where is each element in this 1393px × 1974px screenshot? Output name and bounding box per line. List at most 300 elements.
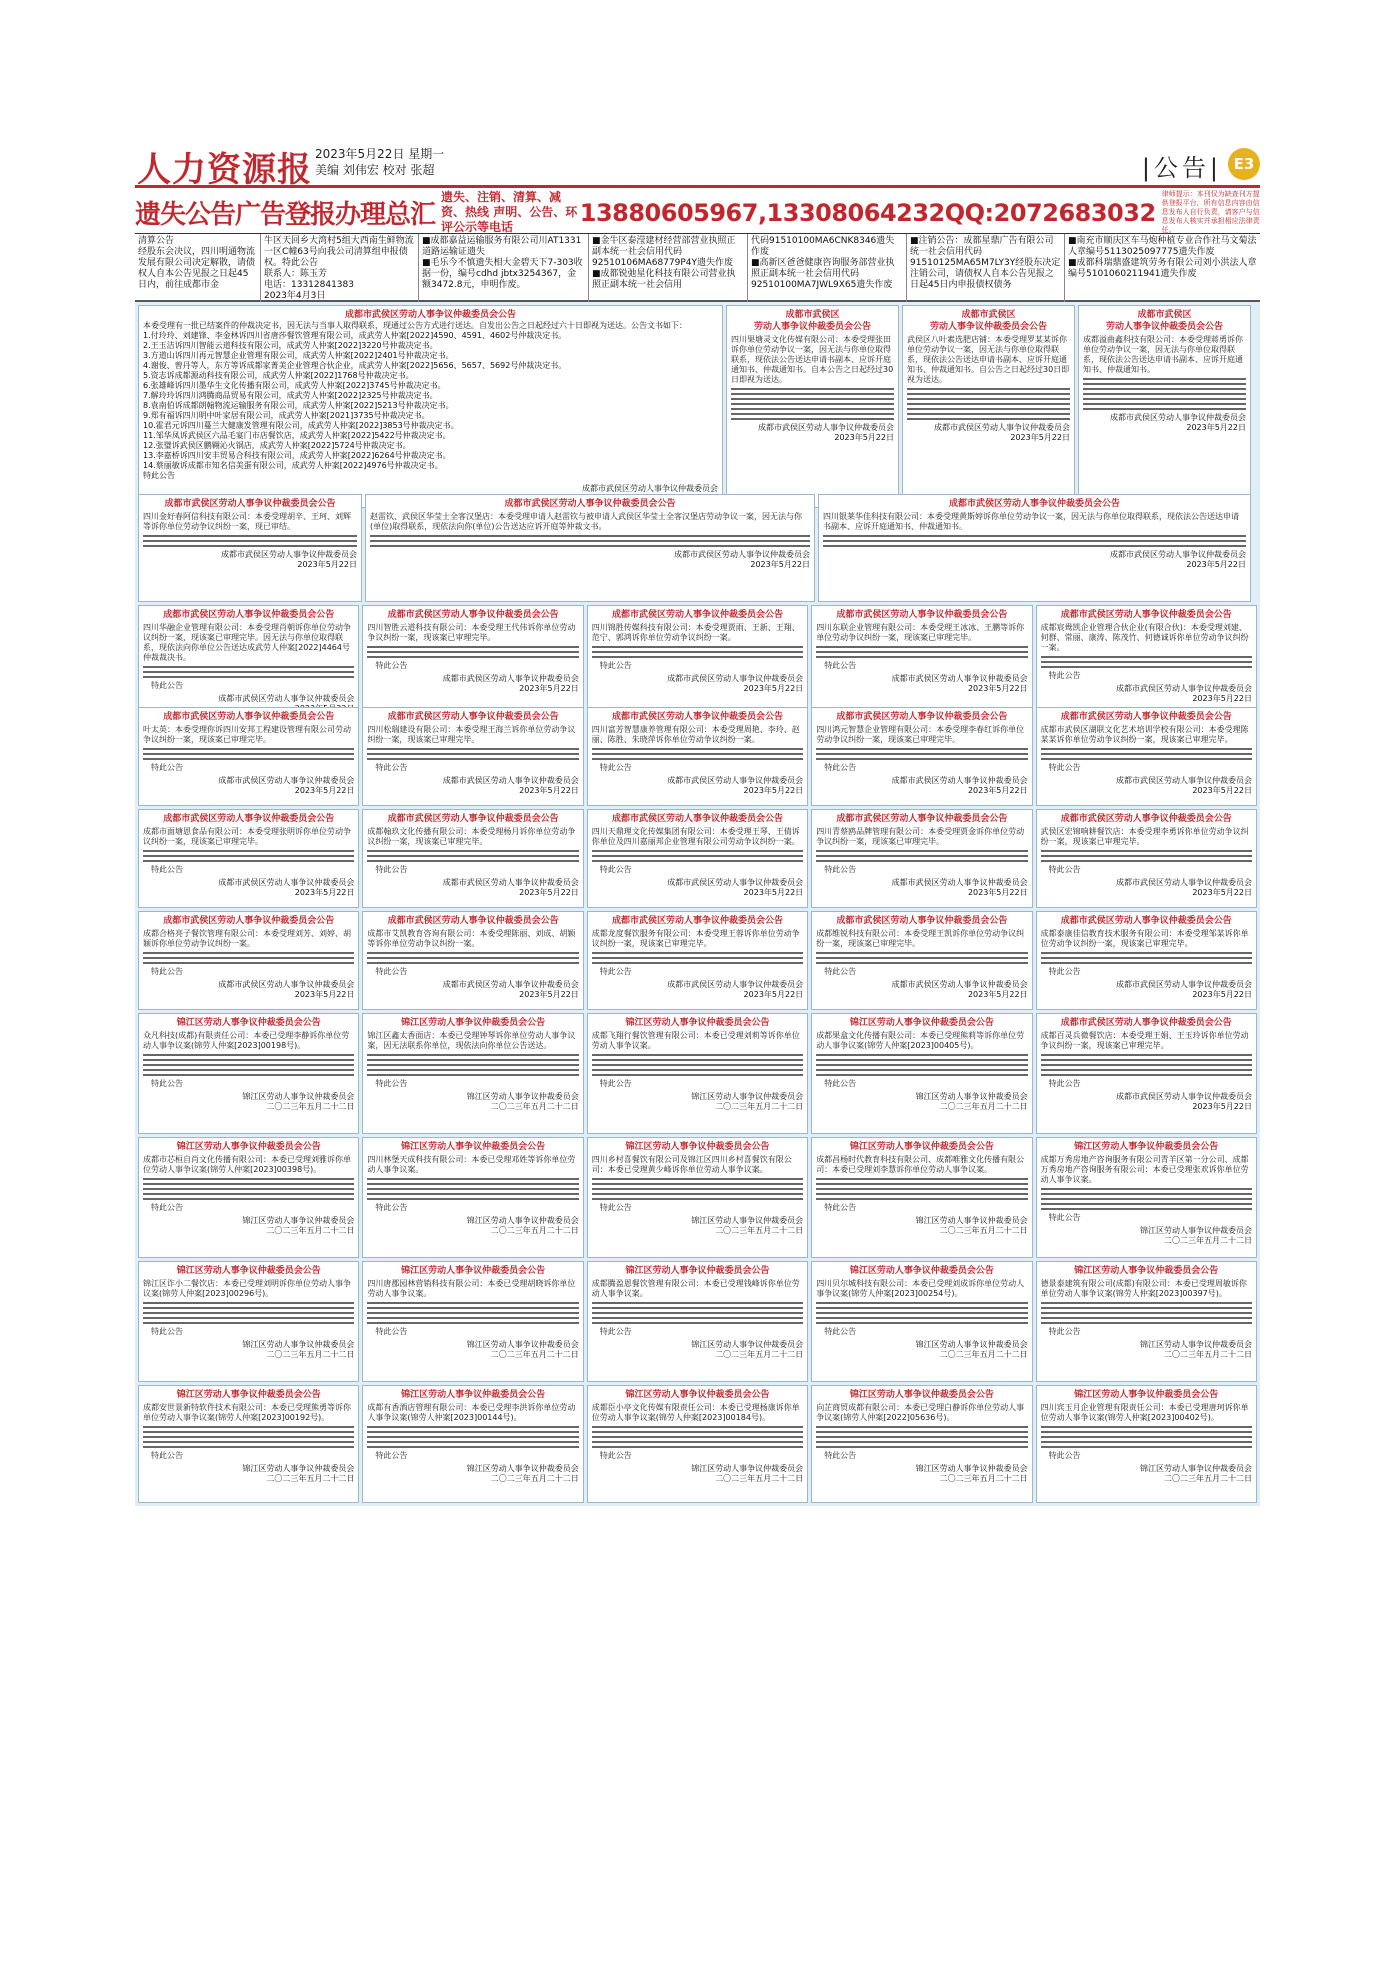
notice-heading: 成都市武侯区劳动人事争议仲裁委员会公告 <box>1060 712 1232 722</box>
notice-date: 2023年5月22日 <box>750 560 810 569</box>
notice-closing: 特此公告 <box>824 865 857 874</box>
notice-signature: 成都市武侯区劳动人事争议仲裁委员会 <box>667 878 804 887</box>
notice-box <box>587 1385 808 1503</box>
notice-closing: 特此公告 <box>1048 1327 1081 1336</box>
notice-signature: 成都市武侯区劳动人事争议仲裁委员会 <box>1115 1092 1252 1101</box>
notice-date: 二〇二三年五月二十二日 <box>715 1226 804 1235</box>
notice-closing: 特此公告 <box>599 1079 632 1088</box>
notice-closing: 特此公告 <box>375 661 408 670</box>
notice-date: 二〇二三年五月二十二日 <box>266 1226 355 1235</box>
notice-closing: 特此公告 <box>599 1327 632 1336</box>
notice-body: 成都有香酒店管理有限公司：本委已受理李洪诉你单位劳动人事争议案(锦劳人仲案[2023]00144号)。 <box>367 1403 576 1422</box>
notice-signature: 锦江区劳动人事争议仲裁委员会 <box>466 1092 579 1101</box>
notice-text-lines <box>367 1302 578 1324</box>
notice-heading: 锦江区劳动人事争议仲裁委员会公告 <box>401 1018 546 1028</box>
dateline <box>315 146 444 178</box>
notice-date: 2023年5月22日 <box>1186 423 1246 432</box>
notice-date: 2023年5月22日 <box>743 888 804 897</box>
notice-box <box>1078 305 1251 508</box>
notice-body-line: 8.袁南伯诉成都朗翰物流运输服务有限公司，成武劳人仲案[2022]5213号仲裁决定书。 <box>143 401 454 410</box>
notice-heading: 锦江区劳动人事争议仲裁委员会公告 <box>625 1142 770 1152</box>
notice-heading: 成都市武侯区劳动人事争议仲裁委员会公告 <box>948 499 1120 509</box>
notice-box <box>138 707 359 806</box>
notice-body: 叶太英：本委受理你诉四川安邦工程建设管理有限公司劳动争议纠纷一案，现该案已审理完毕。 <box>143 725 351 744</box>
notice-signature: 成都市武侯区劳动人事争议仲裁委员会 <box>1115 776 1252 785</box>
notice-body: 成都万秀房地产咨询服务有限公司青羊区第一分公司、成都万秀房地产咨询服务有限公司：本委已受理张欢诉你单位劳动人事争议案。 <box>1040 1155 1249 1184</box>
banner-title: 遗失公告广告登报办理总汇 <box>135 200 436 230</box>
banner-legal-note: 律师提示：本刊仅为缺查刊方提供登报平台，所有信息内容由信息发布人自行负责，请客户与信息发布人核实并承担相应法律责任。 <box>1161 190 1260 234</box>
notice-box <box>362 1385 583 1503</box>
notice-heading: 锦江区劳动人事争议仲裁委员会公告 <box>176 1266 321 1276</box>
notice-box <box>587 707 808 806</box>
notice-date: 2023年5月22日 <box>967 990 1028 999</box>
notice-signature: 锦江区劳动人事争议仲裁委员会 <box>242 1216 355 1225</box>
notice-closing: 特此公告 <box>151 763 183 772</box>
notice-body-line: 特此公告 <box>143 471 175 480</box>
notice-body: 四川东联企业管理有限公司：本委受理王冰冰、王鹏等诉你单位劳动争议纠纷一案，现该案已审理完毕。 <box>816 623 1025 642</box>
notice-text-lines <box>1041 656 1252 668</box>
notice-date: 二〇二三年五月二十二日 <box>715 1350 804 1359</box>
notice-box <box>811 1013 1032 1134</box>
notice-signature: 锦江区劳动人事争议仲裁委员会 <box>466 1464 579 1473</box>
notice-box <box>811 605 1032 718</box>
notice-signature: 成都市武侯区劳动人事争议仲裁委员会 <box>221 550 357 559</box>
notice-signature: 成都市武侯区劳动人事争议仲裁委员会 <box>582 484 718 493</box>
notice-heading: 成都市武侯区劳动人事争议仲裁委员会公告 <box>1060 1018 1232 1028</box>
notice-heading: 成都市武侯区劳动人事争议仲裁委员会公告 <box>504 499 676 509</box>
notice-heading: 成都市武侯区 <box>961 310 1016 320</box>
notice-signature: 成都市武侯区劳动人事争议仲裁委员会 <box>1110 413 1246 422</box>
notice-heading: 成都市武侯区 <box>1137 310 1192 320</box>
notice-text-lines <box>592 1302 803 1324</box>
notice-box <box>1036 911 1257 1010</box>
notice-text-lines <box>370 535 810 547</box>
notice-date: 2023年5月22日 <box>519 990 579 999</box>
notice-heading: 锦江区劳动人事争议仲裁委员会公告 <box>625 1018 770 1028</box>
notice-body: 成都宸鸯凯企业管理合伙企业(有限合伙)：本委受理刘建、何群、常丽、康涛、陈茂竹、何德诚诉你单位劳动争议纠纷一案。 <box>1040 623 1249 652</box>
notice-signature: 锦江区劳动人事争议仲裁委员会 <box>1139 1464 1252 1473</box>
notice-row <box>135 1382 1260 1506</box>
masthead <box>135 140 1260 188</box>
notice-box <box>362 1261 583 1382</box>
notice-date: 2023年5月22日 <box>1186 560 1246 569</box>
notice-heading: 锦江区劳动人事争议仲裁委员会公告 <box>176 1390 321 1400</box>
classifieds-row <box>135 234 1260 302</box>
notice-box <box>726 305 899 508</box>
notice-box <box>362 707 583 806</box>
notice-body-line: 7.解玲玲诉四川鸿腾商品贸易有限公司，成武劳人仲案[2022]2325号仲裁决定书。 <box>143 391 438 400</box>
notice-text-lines <box>1041 850 1252 862</box>
notice-box <box>365 494 815 602</box>
notice-date: 二〇二三年五月二十二日 <box>939 1474 1028 1483</box>
notice-closing: 特此公告 <box>1048 1213 1081 1222</box>
notice-box <box>587 911 808 1010</box>
notice-text-lines <box>816 748 1027 760</box>
notice-box <box>1036 1261 1257 1382</box>
notice-text-lines <box>592 952 803 964</box>
notice-box <box>362 1137 583 1258</box>
notice-heading: 成都市武侯区劳动人事争议仲裁委员会公告 <box>1060 916 1232 926</box>
notice-text-lines <box>143 1054 354 1076</box>
notice-box <box>1036 605 1257 718</box>
notice-closing: 特此公告 <box>375 967 408 976</box>
notice-heading: 锦江区劳动人事争议仲裁委员会公告 <box>176 1018 321 1028</box>
section-title: |公告| <box>1141 154 1222 182</box>
notice-box <box>1036 1137 1257 1258</box>
notice-heading: 成都市武侯区劳动人事争议仲裁委员会公告 <box>611 712 783 722</box>
notice-box <box>138 605 359 718</box>
notice-text-lines <box>816 646 1027 658</box>
notice-heading: 锦江区劳动人事争议仲裁委员会公告 <box>1074 1142 1219 1152</box>
notice-closing: 特此公告 <box>599 967 632 976</box>
banner-subtitle: 遗失、注销、清算、减资、热线 声明、公告、环评公示等电话 <box>441 190 578 234</box>
notice-text-lines <box>143 1302 354 1324</box>
notice-body-line: 13.李嘉桥诉四川安丰贸易合科技有限公司，成武劳人仲案[2022]6264号仲裁决定书。 <box>143 451 451 460</box>
notice-body: 成都臣小亭文化传媒有限责任公司：本委已受理杨康诉你单位劳动人事争议案(锦劳人仲案[2023]00184号)。 <box>591 1403 800 1422</box>
notice-text-lines <box>816 850 1027 862</box>
notice-date: 二〇二三年五月二十二日 <box>490 1474 579 1483</box>
notice-date: 二〇二三年五月二十二日 <box>1163 1474 1252 1483</box>
notice-body: 德景泰建筑有限公司(成都)有限公司：本委已受理周敏诉你单位劳动人事争议案(锦劳人仲案[2023]00397号)。 <box>1040 1279 1247 1298</box>
notice-text-lines <box>1041 1054 1252 1076</box>
notice-date: 2023年5月22日 <box>519 786 579 795</box>
notice-box <box>138 911 359 1010</box>
notice-date: 二〇二三年五月二十二日 <box>1163 1236 1252 1245</box>
notice-text-lines <box>143 1426 354 1448</box>
notice-heading: 锦江区劳动人事争议仲裁委员会公告 <box>625 1390 770 1400</box>
notice-date: 2023年5月22日 <box>743 990 804 999</box>
notice-text-lines <box>592 646 803 658</box>
notice-body-line: 14.蔡丽敏诉成都市知名信美蛋有限公司，成武劳人仲案[2022]4976号仲裁决定书。 <box>143 461 443 470</box>
notice-date: 2023年5月22日 <box>743 786 804 795</box>
notice-text-lines <box>1083 378 1246 410</box>
notice-text-lines <box>367 952 578 964</box>
notice-date: 2023年5月22日 <box>1010 433 1070 442</box>
notice-text-lines <box>816 952 1027 964</box>
newspaper-page <box>135 140 1260 1506</box>
notice-box <box>362 911 583 1010</box>
notice-date: 2023年5月22日 <box>967 786 1028 795</box>
classified-item: ■成都嘉益运输服务有限公司川AT1331道路运输证遗失 ■毛乐今不慎遗失相大金碧天下7-303收据一份，编号cdhd jbtx3254367，金额3472.8元，申明作废。 <box>419 234 589 304</box>
notice-body: 成都龙度餐饮服务有限公司：本委受理王蓉诉你单位劳动争议纠纷一案，现该案已审理完毕。 <box>591 929 800 948</box>
notice-closing: 特此公告 <box>599 661 632 670</box>
notice-date: 二〇二三年五月二十二日 <box>939 1102 1028 1111</box>
notice-closing: 特此公告 <box>151 1451 183 1460</box>
notice-box <box>1036 1013 1257 1134</box>
notice-date: 2023年5月22日 <box>967 684 1028 693</box>
notice-box <box>818 494 1251 602</box>
notice-body-line: 4.谢俊、曾丹等人，东方等诉成都家菁美企业管理合伙企业，成武劳人仲案[2022]5656、5657、5692号仲裁决定书。 <box>143 361 567 370</box>
notice-body-line: 2.王玉洁诉四川智能云道科技有限公司，成武劳人仲案[2022]3220号仲裁决定书。 <box>143 341 438 350</box>
notice-box <box>587 1013 808 1134</box>
notice-heading: 成都市武侯区劳动人事争议仲裁委员会公告 <box>163 610 335 620</box>
notice-body-line: 1.付玲玲、刘建锋、李金林诉四川省唐莎餐饮管理有限公司，成武劳人仲案[2022]4590、4591、4602号仲裁决定书。 <box>143 331 567 340</box>
notice-body: 成都果盒文化传播有限公司：本委已受理熊莉等诉你单位劳动人事争议案(锦劳人仲案[2023]00405号)。 <box>816 1031 1025 1050</box>
notice-body: 成都飞翔行餐饮管理有限公司：本委已受理刘莉等诉你单位劳动人事争议案。 <box>591 1031 800 1050</box>
notice-heading: 锦江区劳动人事争议仲裁委员会公告 <box>625 1266 770 1276</box>
page-number-badge: E3 <box>1228 148 1260 180</box>
notice-closing: 特此公告 <box>151 967 183 976</box>
notice-heading: 成都市武侯区劳动人事争议仲裁委员会公告 <box>836 916 1008 926</box>
notice-box <box>362 809 583 908</box>
notice-date: 2023年5月22日 <box>1192 990 1252 999</box>
notice-body: 四川智胜云道科技有限公司：本委受理王代伟诉你单位劳动争议纠纷一案，现该案已审理完毕。 <box>367 623 576 642</box>
notice-body: 四川乡村喜餐饮有限公司及锦江区四川乡村喜餐饮有限公司：本委已受理黄少峰诉你单位劳动人事争议案。 <box>591 1155 792 1174</box>
notice-date: 2023年5月22日 <box>1192 888 1252 897</box>
notice-body: 成都安世景新特软件技术有限公司：本委已受理熊勇等诉你单位劳动人事争议案(锦劳人仲案[2023]00192号)。 <box>143 1403 351 1422</box>
notice-signature: 锦江区劳动人事争议仲裁委员会 <box>915 1464 1028 1473</box>
notice-signature: 锦江区劳动人事争议仲裁委员会 <box>242 1464 355 1473</box>
notice-body-line: 3.方道山诉四川再元智慧企业管理有限公司，成武劳人仲案[2022]2401号仲裁决定书。 <box>143 351 454 360</box>
notice-signature: 成都市武侯区劳动人事争议仲裁委员会 <box>218 878 355 887</box>
notice-heading: 锦江区劳动人事争议仲裁委员会公告 <box>849 1142 994 1152</box>
notice-date: 二〇二三年五月二十二日 <box>715 1102 804 1111</box>
notice-date: 2023年5月22日 <box>294 990 355 999</box>
notice-date: 2023年5月22日 <box>1192 1102 1252 1111</box>
notice-closing: 特此公告 <box>824 1327 857 1336</box>
notice-body: 成都腾盈恩餐饮管理有限公司：本委已受理钱峰诉你单位劳动人事争议案。 <box>591 1279 800 1298</box>
notice-heading: 成都市武侯区劳动人事争议仲裁委员会公告 <box>611 814 783 824</box>
notice-date: 二〇二三年五月二十二日 <box>266 1102 355 1111</box>
notice-row <box>135 1258 1260 1382</box>
notice-box <box>138 1385 359 1503</box>
notice-heading: 成都市武侯区劳动人事争议仲裁委员会公告 <box>1060 814 1232 824</box>
notice-heading: 劳动人事争议仲裁委员会公告 <box>929 322 1047 332</box>
classified-item: 清算公告 经股东会决议，四川明通物流发展有限公司决定解散，请债权人自本公告见报之日起45日内，前往成都市金 <box>135 234 261 304</box>
newspaper-logo: 人力资源报 <box>137 150 312 190</box>
notice-signature: 锦江区劳动人事争议仲裁委员会 <box>466 1340 579 1349</box>
notice-signature: 成都市武侯区劳动人事争议仲裁委员会 <box>667 776 804 785</box>
notice-box <box>138 809 359 908</box>
notice-body-line: 11.邹华凤诉武侯区六品毛宴门市店餐饮店，成武劳人仲案[2022]5422号仲裁决定书。 <box>143 431 451 440</box>
notice-body: 众凡科技(成都)有限责任公司：本委已受理李静诉你单位劳动人事争议案(锦劳人仲案[2023]00198号)。 <box>143 1031 350 1050</box>
notice-heading: 成都市武侯区劳动人事争议仲裁委员会公告 <box>611 916 783 926</box>
notice-body: 成都市面塘恩食品有限公司：本委受理张明诉你单位劳动争议纠纷一案，现该案已审理完毕。 <box>143 827 351 846</box>
notice-text-lines <box>823 535 1246 547</box>
notice-closing: 特此公告 <box>151 865 183 874</box>
notice-text-lines <box>143 1178 354 1200</box>
notice-text-lines <box>816 1426 1027 1448</box>
notice-closing: 特此公告 <box>824 1451 857 1460</box>
notice-body: 四川松瑞建设有限公司：本委受理王海兰诉你单位劳动争议纠纷一案，现该案已审理完毕。 <box>367 725 576 744</box>
notice-body: 成都溢曲鑫科技有限公司：本委受理蒋勇诉你单位劳动争议一案，因无法与你单位取得联系，现依法公告送达申请书副本、应诉开庭通知书、仲裁通知书。 <box>1083 335 1243 374</box>
notice-signature: 锦江区劳动人事争议仲裁委员会 <box>242 1092 355 1101</box>
notice-heading: 劳动人事争议仲裁委员会公告 <box>1105 322 1223 332</box>
notice-closing: 特此公告 <box>1048 763 1081 772</box>
notice-box <box>1036 1385 1257 1503</box>
notice-heading: 锦江区劳动人事争议仲裁委员会公告 <box>176 1142 321 1152</box>
notice-box <box>138 1013 359 1134</box>
notice-box <box>587 1261 808 1382</box>
notice-closing: 特此公告 <box>375 1451 408 1460</box>
notice-date: 二〇二三年五月二十二日 <box>939 1350 1028 1359</box>
notice-text-lines <box>143 535 357 547</box>
notice-date: 2023年5月22日 <box>1192 786 1252 795</box>
notice-text-lines <box>816 1178 1027 1200</box>
notice-text-lines <box>1041 1302 1252 1324</box>
notice-signature: 锦江区劳动人事争议仲裁委员会 <box>691 1216 804 1225</box>
notices-area <box>135 302 1260 1506</box>
notice-text-lines <box>907 388 1070 420</box>
notice-date: 二〇二三年五月二十二日 <box>490 1226 579 1235</box>
notice-box <box>587 605 808 718</box>
notice-text-lines <box>816 1054 1027 1076</box>
notice-row <box>135 602 1260 704</box>
notice-closing: 特此公告 <box>1048 1079 1081 1088</box>
notice-heading: 成都市武侯区劳动人事争议仲裁委员会公告 <box>387 916 559 926</box>
notice-text-lines <box>592 1054 803 1076</box>
notice-date: 二〇二三年五月二十二日 <box>490 1102 579 1111</box>
notice-text-lines <box>592 748 803 760</box>
notice-body: 四川唐郡园林营销科技有限公司：本委已受理胡晓诉你单位劳动人事争议案。 <box>367 1279 576 1298</box>
notice-text-lines <box>1041 1426 1252 1448</box>
notice-date: 2023年5月22日 <box>519 684 579 693</box>
notice-body-line: 10.霍君元诉四川蔓兰大健康发管理有限公司，成武劳人仲案[2022]3853号仲裁决定书。 <box>143 421 459 430</box>
notice-closing: 特此公告 <box>375 763 408 772</box>
notice-box <box>587 1137 808 1258</box>
notice-signature: 成都市武侯区劳动人事争议仲裁委员会 <box>218 694 355 703</box>
notice-date: 2023年5月22日 <box>1192 694 1252 703</box>
notice-closing: 特此公告 <box>824 967 857 976</box>
notice-heading: 成都市武侯区劳动人事争议仲裁委员会公告 <box>387 814 559 824</box>
notice-closing: 特此公告 <box>824 763 857 772</box>
notice-heading: 锦江区劳动人事争议仲裁委员会公告 <box>849 1018 994 1028</box>
notice-heading: 成都市武侯区劳动人事争议仲裁委员会公告 <box>163 712 335 722</box>
notice-signature: 锦江区劳动人事争议仲裁委员会 <box>915 1092 1028 1101</box>
classified-item: 牛区天回乡大湾村5组大西南生鲜物流一区C幢63号向我公司清算组申报债权。特此公告 联系人：陈玉芳 电话：13312841383 2023年4月3日 <box>261 234 419 304</box>
notice-signature: 锦江区劳动人事争议仲裁委员会 <box>242 1340 355 1349</box>
notice-text-lines <box>367 646 578 658</box>
notice-box <box>362 1013 583 1134</box>
notice-signature: 成都市武侯区劳动人事争议仲裁委员会 <box>891 878 1028 887</box>
notice-signature: 成都市武侯区劳动人事争议仲裁委员会 <box>218 776 355 785</box>
notice-signature: 锦江区劳动人事争议仲裁委员会 <box>691 1464 804 1473</box>
notice-body: 成都泰康佳信教育技术服务有限公司：本委受理邹某诉你单位劳动争议纠纷一案，现该案已审理完毕。 <box>1040 929 1249 948</box>
notice-date: 二〇二三年五月二十二日 <box>939 1226 1028 1235</box>
notice-signature: 成都市武侯区劳动人事争议仲裁委员会 <box>758 423 894 432</box>
notice-heading: 成都市武侯区劳动人事争议仲裁委员会公告 <box>836 814 1008 824</box>
notice-date: 二〇二三年五月二十二日 <box>490 1350 579 1359</box>
notice-date: 2023年5月22日 <box>834 433 894 442</box>
notice-box <box>1036 809 1257 908</box>
notice-text-lines <box>367 850 578 862</box>
notice-signature: 锦江区劳动人事争议仲裁委员会 <box>1139 1226 1252 1235</box>
notice-signature: 锦江区劳动人事争议仲裁委员会 <box>915 1216 1028 1225</box>
notice-body: 向芷商贸成都有限公司：本委已受理白静诉你单位劳动人事争议案(锦劳人仲案[2022]05636号)。 <box>816 1403 1025 1422</box>
notice-heading: 成都市武侯区 <box>785 310 840 320</box>
notice-signature: 成都市武侯区劳动人事争议仲裁委员会 <box>1110 550 1246 559</box>
notice-body: 四川金好春阿信科技有限公司：本委受理胡辛、王珂、刘辉等诉你单位劳动争议纠纷一案，现已审结。 <box>143 512 351 531</box>
notice-text-lines <box>367 1426 578 1448</box>
notice-body: 四川锦胜传媒科技有限公司：本委受理贾雨、王新、王翔、范宁、郭鸿诉你单位劳动争议纠纷一案。 <box>591 623 800 642</box>
notice-body: 成都合格亮子餐饮管理有限公司：本委受理刘芳、刘婷、胡颖诉你单位劳动争议纠纷一案。 <box>143 929 351 948</box>
notice-body: 成都昌杨时代教育科技有限公司、成都唯雅文化传播有限公司：本委已受理刘李慧诉你单位劳动人事争议案。 <box>816 1155 1025 1174</box>
notice-heading: 成都市武侯区劳动人事争议仲裁委员会公告 <box>387 712 559 722</box>
notice-closing: 特此公告 <box>824 1079 857 1088</box>
notice-heading: 成都市武侯区劳动人事争议仲裁委员会公告 <box>836 712 1008 722</box>
notice-text-lines <box>367 748 578 760</box>
notice-row <box>135 704 1260 806</box>
notice-box <box>811 1385 1032 1503</box>
notice-text-lines <box>143 952 354 964</box>
notice-text-lines <box>816 1302 1027 1324</box>
notice-text-lines <box>367 1054 578 1076</box>
notice-row <box>135 1134 1260 1258</box>
notice-body: 四川贝尔城科技有限公司：本委已受理刘成诉你单位劳动人事争议案(锦劳人仲案[2023]00254号)。 <box>816 1279 1025 1298</box>
notice-body: 四川宾玉月企业管理有限责任公司：本委已受理唐珂诉你单位劳动人事争议案(锦劳人仲案[2023]00402号)。 <box>1040 1403 1249 1422</box>
notice-body: 四川鸿元智慧企业管理有限公司：本委受理李春红诉你单位劳动争议纠纷一案，现该案已审理完毕。 <box>816 725 1025 744</box>
notice-date: 2023年5月22日 <box>743 684 804 693</box>
notice-box <box>811 911 1032 1010</box>
notice-box <box>138 1137 359 1258</box>
notice-date: 2023年5月22日 <box>297 560 357 569</box>
notice-closing: 特此公告 <box>151 1327 183 1336</box>
notice-grid <box>135 602 1260 1506</box>
notice-date: 二〇二三年五月二十二日 <box>1163 1350 1252 1359</box>
notice-heading: 锦江区劳动人事争议仲裁委员会公告 <box>1074 1266 1219 1276</box>
notice-body: 四川青蔡鸥品牌管理有限公司：本委受理贾金诉你单位劳动争议纠纷一案，现该案已审理完毕。 <box>816 827 1025 846</box>
notice-row <box>135 806 1260 908</box>
notice-heading: 锦江区劳动人事争议仲裁委员会公告 <box>401 1390 546 1400</box>
notice-closing: 特此公告 <box>1048 967 1081 976</box>
notice-signature: 成都市武侯区劳动人事争议仲裁委员会 <box>667 674 804 683</box>
notice-heading: 成都市武侯区劳动人事争议仲裁委员会公告 <box>1060 610 1232 620</box>
notice-text-lines <box>1041 952 1252 964</box>
notice-body: 四川果塘灵文化传媒有限公司：本委受理张田诉你单位劳动争议一案，因无法与你单位取得联系，现依法公告送达申请书副本、应诉开庭通知书、仲裁通知书。自本公告之日起经过30日即视为送达。 <box>731 335 894 384</box>
notice-box <box>811 809 1032 908</box>
notice-date: 二〇二三年五月二十二日 <box>266 1350 355 1359</box>
notice-box <box>902 305 1075 508</box>
notice-text-lines <box>1041 748 1252 760</box>
issue-date: 2023年5月22日 星期一 <box>315 147 445 161</box>
notice-box <box>587 809 808 908</box>
notice-heading: 成都市武侯区劳动人事争议仲裁委员会公告 <box>836 610 1008 620</box>
notice-heading: 锦江区劳动人事争议仲裁委员会公告 <box>401 1142 546 1152</box>
notice-text-lines <box>143 666 354 678</box>
notice-body: 成都市艾凯教育咨询有限公司：本委受理陈丽、刘成、胡颖等诉你单位劳动争议纠纷一案。 <box>367 929 576 948</box>
notice-body-line: 本委受理有一批已结案件的仲裁决定书，因无法与当事人取得联系，现通过公告方式进行送达。自发出公告之日起经过六十日即视为送达。公告文书如下： <box>143 321 687 330</box>
classified-item: 代码91510100MA6CNK8346遗失作废 ■高新区爸爸健康咨询服务部营业执照正副本统一社会信用代码92510100MA7JWL9X65遗失作废 <box>748 234 907 304</box>
notice-signature: 成都市武侯区劳动人事争议仲裁委员会 <box>891 674 1028 683</box>
notice-signature: 成都市武侯区劳动人事争议仲裁委员会 <box>442 776 579 785</box>
notice-signature: 成都市武侯区劳动人事争议仲裁委员会 <box>442 980 579 989</box>
notice-signature: 成都市武侯区劳动人事争议仲裁委员会 <box>1115 878 1252 887</box>
notice-signature: 成都市武侯区劳动人事争议仲裁委员会 <box>934 423 1070 432</box>
notice-text-lines <box>592 1178 803 1200</box>
notice-box <box>811 1261 1032 1382</box>
notice-closing: 特此公告 <box>824 1203 857 1212</box>
notice-box <box>138 1261 359 1382</box>
notice-body: 锦江区鑫太香面店：本委已受理钟琴诉你单位劳动人事争议案，因无法联系你单位，现依法向你单位公告送达。 <box>367 1031 576 1050</box>
classified-item: ■南充市顺庆区车马炮种植专业合作社马文菊法人章编号5113025097775遗失作废 ■成都科瑞鼎盛建筑劳务有限公司刘小洪法人章编号5101060211941遗失作废 <box>1068 236 1257 279</box>
notice-signature: 锦江区劳动人事争议仲裁委员会 <box>915 1340 1028 1349</box>
notice-date: 2023年5月22日 <box>519 888 579 897</box>
notice-signature: 成都市武侯区劳动人事争议仲裁委员会 <box>891 776 1028 785</box>
notice-signature: 锦江区劳动人事争议仲裁委员会 <box>691 1092 804 1101</box>
notice-closing: 特此公告 <box>824 661 857 670</box>
notice-signature: 成都市武侯区劳动人事争议仲裁委员会 <box>1115 980 1252 989</box>
notice-closing: 特此公告 <box>599 763 632 772</box>
notice-date: 二〇二三年五月二十二日 <box>715 1474 804 1483</box>
notice-box <box>811 1137 1032 1258</box>
banner-phones: 13880605967,13308064232QQ:2072683032 <box>579 198 1156 227</box>
notice-row <box>135 908 1260 1010</box>
notice-body: 四川天鼎理文化传媒集团有限公司：本委受理王琴、王倩诉你单位及四川嘉丽邦企业管理有限公司劳动争议纠纷一案。 <box>591 827 800 846</box>
notice-text-lines <box>731 388 894 420</box>
notice-box-wide <box>138 305 723 508</box>
notice-body: 武侯区宏锦响耕餐饮店：本委受理李勇诉你单位劳动争议纠纷一案，现该案已审理完毕。 <box>1040 827 1249 846</box>
notice-heading: 锦江区劳动人事争议仲裁委员会公告 <box>849 1390 994 1400</box>
